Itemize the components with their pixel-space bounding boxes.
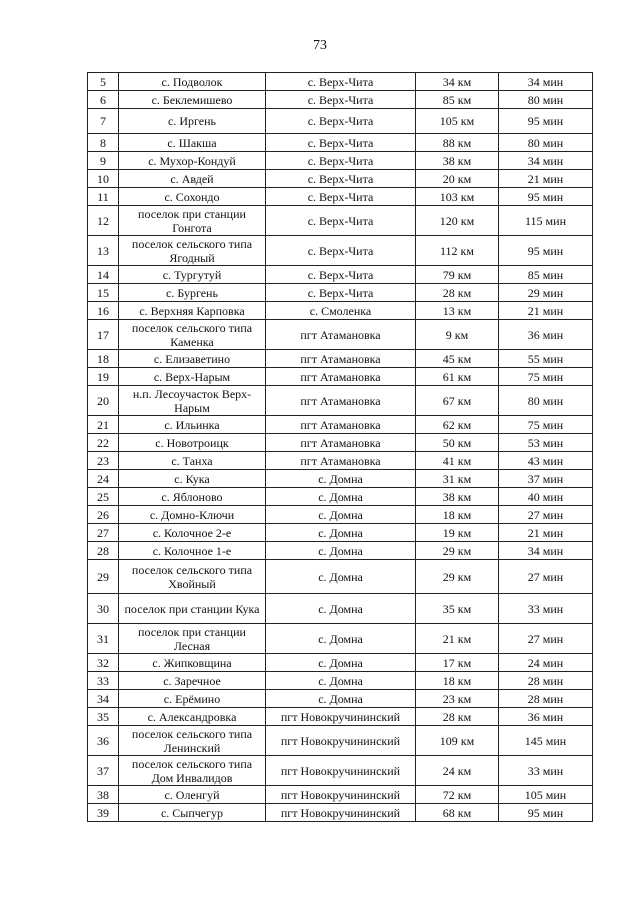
row-number-cell: 13 bbox=[88, 236, 119, 266]
destination-cell: пгт Атамановка bbox=[266, 434, 416, 452]
travel-time-cell: 21 мин bbox=[499, 302, 593, 320]
destination-cell: с. Верх-Чита bbox=[266, 266, 416, 284]
distance-cell: 112 км bbox=[416, 236, 499, 266]
settlement-cell: поселок сельского типа Ягодный bbox=[119, 236, 266, 266]
settlement-cell: с. Елизаветино bbox=[119, 350, 266, 368]
settlement-cell: поселок сельского типа Ленинский bbox=[119, 726, 266, 756]
destination-cell: с. Домна bbox=[266, 488, 416, 506]
table-row bbox=[88, 134, 593, 152]
destination-cell: с. Смоленка bbox=[266, 302, 416, 320]
distance-cell: 28 км bbox=[416, 708, 499, 726]
destination-cell: с. Домна bbox=[266, 690, 416, 708]
settlement-cell: поселок при станции Лесная bbox=[119, 624, 266, 654]
destination-cell: с. Домна bbox=[266, 624, 416, 654]
table-row bbox=[88, 542, 593, 560]
settlement-cell: с. Иргень bbox=[119, 109, 266, 134]
distance-cell: 34 км bbox=[416, 73, 499, 91]
table-row bbox=[88, 470, 593, 488]
settlement-cell: поселок при станции Кука bbox=[119, 594, 266, 624]
destination-cell: пгт Атамановка bbox=[266, 368, 416, 386]
travel-time-cell: 105 мин bbox=[499, 786, 593, 804]
travel-time-cell: 34 мин bbox=[499, 152, 593, 170]
row-number-cell: 15 bbox=[88, 284, 119, 302]
destination-cell: с. Верх-Чита bbox=[266, 188, 416, 206]
destination-cell: пгт Атамановка bbox=[266, 416, 416, 434]
page-number: 73 bbox=[313, 38, 327, 53]
table-row bbox=[88, 109, 593, 134]
distance-cell: 24 км bbox=[416, 756, 499, 786]
table-row bbox=[88, 91, 593, 109]
settlement-cell: с. Новотроицк bbox=[119, 434, 266, 452]
settlement-cell: с. Сохондо bbox=[119, 188, 266, 206]
distance-cell: 19 км bbox=[416, 524, 499, 542]
settlement-cell: с. Кука bbox=[119, 470, 266, 488]
distance-cell: 109 км bbox=[416, 726, 499, 756]
distance-cell: 105 км bbox=[416, 109, 499, 134]
distance-cell: 23 км bbox=[416, 690, 499, 708]
distance-cell: 18 км bbox=[416, 506, 499, 524]
table-row bbox=[88, 690, 593, 708]
table-row bbox=[88, 386, 593, 416]
destination-cell: с. Домна bbox=[266, 654, 416, 672]
table-row bbox=[88, 488, 593, 506]
row-number-cell: 19 bbox=[88, 368, 119, 386]
row-number-cell: 10 bbox=[88, 170, 119, 188]
settlement-cell: с. Верхняя Карповка bbox=[119, 302, 266, 320]
destination-cell: пгт Атамановка bbox=[266, 320, 416, 350]
destination-cell: пгт Новокручининский bbox=[266, 804, 416, 822]
settlement-cell: с. Тургутуй bbox=[119, 266, 266, 284]
row-number-cell: 11 bbox=[88, 188, 119, 206]
table-row bbox=[88, 73, 593, 91]
table-row bbox=[88, 708, 593, 726]
distance-cell: 28 км bbox=[416, 284, 499, 302]
table-row bbox=[88, 524, 593, 542]
distance-cell: 88 км bbox=[416, 134, 499, 152]
row-number-cell: 29 bbox=[88, 560, 119, 594]
destination-cell: с. Домна bbox=[266, 470, 416, 488]
distance-cell: 85 км bbox=[416, 91, 499, 109]
destination-cell: пгт Новокручининский bbox=[266, 786, 416, 804]
table-row bbox=[88, 206, 593, 236]
travel-time-cell: 21 мин bbox=[499, 524, 593, 542]
destination-cell: пгт Новокручининский bbox=[266, 708, 416, 726]
settlement-cell: с. Бургень bbox=[119, 284, 266, 302]
row-number-cell: 23 bbox=[88, 452, 119, 470]
travel-time-cell: 24 мин bbox=[499, 654, 593, 672]
destination-cell: с. Верх-Чита bbox=[266, 73, 416, 91]
settlement-cell: с. Ерёмино bbox=[119, 690, 266, 708]
table-row bbox=[88, 786, 593, 804]
row-number-cell: 31 bbox=[88, 624, 119, 654]
travel-time-cell: 95 мин bbox=[499, 188, 593, 206]
distance-cell: 21 км bbox=[416, 624, 499, 654]
travel-time-cell: 80 мин bbox=[499, 386, 593, 416]
travel-time-cell: 34 мин bbox=[499, 73, 593, 91]
travel-time-cell: 40 мин bbox=[499, 488, 593, 506]
destination-cell: с. Верх-Чита bbox=[266, 134, 416, 152]
row-number-cell: 24 bbox=[88, 470, 119, 488]
distance-cell: 38 км bbox=[416, 488, 499, 506]
distance-cell: 68 км bbox=[416, 804, 499, 822]
travel-time-cell: 27 мин bbox=[499, 506, 593, 524]
travel-time-cell: 53 мин bbox=[499, 434, 593, 452]
row-number-cell: 17 bbox=[88, 320, 119, 350]
settlement-cell: с. Оленгуй bbox=[119, 786, 266, 804]
travel-time-cell: 36 мин bbox=[499, 320, 593, 350]
table-row bbox=[88, 726, 593, 756]
travel-time-cell: 29 мин bbox=[499, 284, 593, 302]
travel-time-cell: 95 мин bbox=[499, 109, 593, 134]
table-row bbox=[88, 266, 593, 284]
travel-time-cell: 80 мин bbox=[499, 91, 593, 109]
table-row bbox=[88, 594, 593, 624]
settlement-cell: с. Беклемишево bbox=[119, 91, 266, 109]
travel-time-cell: 55 мин bbox=[499, 350, 593, 368]
row-number-cell: 12 bbox=[88, 206, 119, 236]
distance-cell: 41 км bbox=[416, 452, 499, 470]
destination-cell: с. Домна bbox=[266, 524, 416, 542]
table-row bbox=[88, 284, 593, 302]
table-row bbox=[88, 368, 593, 386]
distance-cell: 20 км bbox=[416, 170, 499, 188]
distance-cell: 17 км bbox=[416, 654, 499, 672]
table-row bbox=[88, 560, 593, 594]
table-row bbox=[88, 302, 593, 320]
row-number-cell: 34 bbox=[88, 690, 119, 708]
table-row bbox=[88, 170, 593, 188]
distance-cell: 120 км bbox=[416, 206, 499, 236]
settlement-cell: с. Авдей bbox=[119, 170, 266, 188]
row-number-cell: 18 bbox=[88, 350, 119, 368]
travel-time-cell: 95 мин bbox=[499, 804, 593, 822]
travel-time-cell: 115 мин bbox=[499, 206, 593, 236]
row-number-cell: 35 bbox=[88, 708, 119, 726]
row-number-cell: 21 bbox=[88, 416, 119, 434]
table-row bbox=[88, 350, 593, 368]
destination-cell: с. Домна bbox=[266, 672, 416, 690]
row-number-cell: 14 bbox=[88, 266, 119, 284]
settlement-cell: поселок при станции Гонгота bbox=[119, 206, 266, 236]
table-row bbox=[88, 654, 593, 672]
travel-time-cell: 27 мин bbox=[499, 624, 593, 654]
destination-cell: пгт Атамановка bbox=[266, 350, 416, 368]
row-number-cell: 28 bbox=[88, 542, 119, 560]
destination-cell: пгт Атамановка bbox=[266, 452, 416, 470]
settlement-cell: с. Мухор-Кондуй bbox=[119, 152, 266, 170]
settlement-cell: с. Подволок bbox=[119, 73, 266, 91]
table-row bbox=[88, 452, 593, 470]
table-row bbox=[88, 416, 593, 434]
travel-time-cell: 27 мин bbox=[499, 560, 593, 594]
destination-cell: с. Верх-Чита bbox=[266, 236, 416, 266]
destination-cell: пгт Атамановка bbox=[266, 386, 416, 416]
destination-cell: пгт Новокручининский bbox=[266, 756, 416, 786]
settlement-cell: с. Яблоново bbox=[119, 488, 266, 506]
settlement-cell: с. Ильинка bbox=[119, 416, 266, 434]
distance-table bbox=[87, 72, 593, 822]
settlement-cell: с. Танха bbox=[119, 452, 266, 470]
settlement-cell: с. Колочное 1-е bbox=[119, 542, 266, 560]
distance-cell: 45 км bbox=[416, 350, 499, 368]
settlement-cell: с. Заречное bbox=[119, 672, 266, 690]
destination-cell: с. Домна bbox=[266, 560, 416, 594]
distance-cell: 67 км bbox=[416, 386, 499, 416]
travel-time-cell: 80 мин bbox=[499, 134, 593, 152]
distance-cell: 29 км bbox=[416, 560, 499, 594]
table-row bbox=[88, 320, 593, 350]
travel-time-cell: 28 мин bbox=[499, 672, 593, 690]
destination-cell: с. Домна bbox=[266, 542, 416, 560]
row-number-cell: 8 bbox=[88, 134, 119, 152]
travel-time-cell: 95 мин bbox=[499, 236, 593, 266]
settlement-cell: с. Александровка bbox=[119, 708, 266, 726]
settlement-cell: с. Шакша bbox=[119, 134, 266, 152]
table-row bbox=[88, 152, 593, 170]
travel-time-cell: 75 мин bbox=[499, 416, 593, 434]
row-number-cell: 20 bbox=[88, 386, 119, 416]
settlement-cell: с. Жипковщина bbox=[119, 654, 266, 672]
destination-cell: с. Верх-Чита bbox=[266, 91, 416, 109]
settlement-cell: с. Домно-Ключи bbox=[119, 506, 266, 524]
travel-time-cell: 33 мин bbox=[499, 756, 593, 786]
distance-cell: 18 км bbox=[416, 672, 499, 690]
distance-cell: 31 км bbox=[416, 470, 499, 488]
travel-time-cell: 28 мин bbox=[499, 690, 593, 708]
row-number-cell: 37 bbox=[88, 756, 119, 786]
row-number-cell: 33 bbox=[88, 672, 119, 690]
settlement-cell: н.п. Лесоучасток Верх-Нарым bbox=[119, 386, 266, 416]
row-number-cell: 38 bbox=[88, 786, 119, 804]
row-number-cell: 25 bbox=[88, 488, 119, 506]
row-number-cell: 26 bbox=[88, 506, 119, 524]
row-number-cell: 39 bbox=[88, 804, 119, 822]
settlement-cell: поселок сельского типа Дом Инвалидов bbox=[119, 756, 266, 786]
destination-cell: с. Домна bbox=[266, 506, 416, 524]
table-row bbox=[88, 506, 593, 524]
travel-time-cell: 33 мин bbox=[499, 594, 593, 624]
table-row bbox=[88, 804, 593, 822]
destination-cell: с. Домна bbox=[266, 594, 416, 624]
travel-time-cell: 75 мин bbox=[499, 368, 593, 386]
row-number-cell: 30 bbox=[88, 594, 119, 624]
settlement-cell: поселок сельского типа Хвойный bbox=[119, 560, 266, 594]
distance-cell: 29 км bbox=[416, 542, 499, 560]
row-number-cell: 32 bbox=[88, 654, 119, 672]
destination-cell: с. Верх-Чита bbox=[266, 109, 416, 134]
travel-time-cell: 36 мин bbox=[499, 708, 593, 726]
settlement-cell: с. Колочное 2-е bbox=[119, 524, 266, 542]
row-number-cell: 22 bbox=[88, 434, 119, 452]
travel-time-cell: 21 мин bbox=[499, 170, 593, 188]
travel-time-cell: 43 мин bbox=[499, 452, 593, 470]
destination-cell: с. Верх-Чита bbox=[266, 284, 416, 302]
row-number-cell: 16 bbox=[88, 302, 119, 320]
table-row bbox=[88, 672, 593, 690]
row-number-cell: 36 bbox=[88, 726, 119, 756]
table-row bbox=[88, 756, 593, 786]
distance-cell: 13 км bbox=[416, 302, 499, 320]
table-row bbox=[88, 236, 593, 266]
travel-time-cell: 85 мин bbox=[499, 266, 593, 284]
settlement-cell: с. Верх-Нарым bbox=[119, 368, 266, 386]
distance-cell: 9 км bbox=[416, 320, 499, 350]
settlement-cell: с. Сыпчегур bbox=[119, 804, 266, 822]
table-row bbox=[88, 624, 593, 654]
table-row bbox=[88, 434, 593, 452]
row-number-cell: 27 bbox=[88, 524, 119, 542]
destination-cell: с. Верх-Чита bbox=[266, 170, 416, 188]
distance-cell: 72 км bbox=[416, 786, 499, 804]
distance-cell: 61 км bbox=[416, 368, 499, 386]
distance-cell: 103 км bbox=[416, 188, 499, 206]
row-number-cell: 5 bbox=[88, 73, 119, 91]
travel-time-cell: 145 мин bbox=[499, 726, 593, 756]
distance-cell: 38 км bbox=[416, 152, 499, 170]
destination-cell: пгт Новокручининский bbox=[266, 726, 416, 756]
destination-cell: с. Верх-Чита bbox=[266, 152, 416, 170]
travel-time-cell: 37 мин bbox=[499, 470, 593, 488]
row-number-cell: 6 bbox=[88, 91, 119, 109]
distance-cell: 79 км bbox=[416, 266, 499, 284]
row-number-cell: 9 bbox=[88, 152, 119, 170]
distance-cell: 35 км bbox=[416, 594, 499, 624]
row-number-cell: 7 bbox=[88, 109, 119, 134]
table-row bbox=[88, 188, 593, 206]
distance-cell: 62 км bbox=[416, 416, 499, 434]
destination-cell: с. Верх-Чита bbox=[266, 206, 416, 236]
settlement-cell: поселок сельского типа Каменка bbox=[119, 320, 266, 350]
distance-cell: 50 км bbox=[416, 434, 499, 452]
travel-time-cell: 34 мин bbox=[499, 542, 593, 560]
